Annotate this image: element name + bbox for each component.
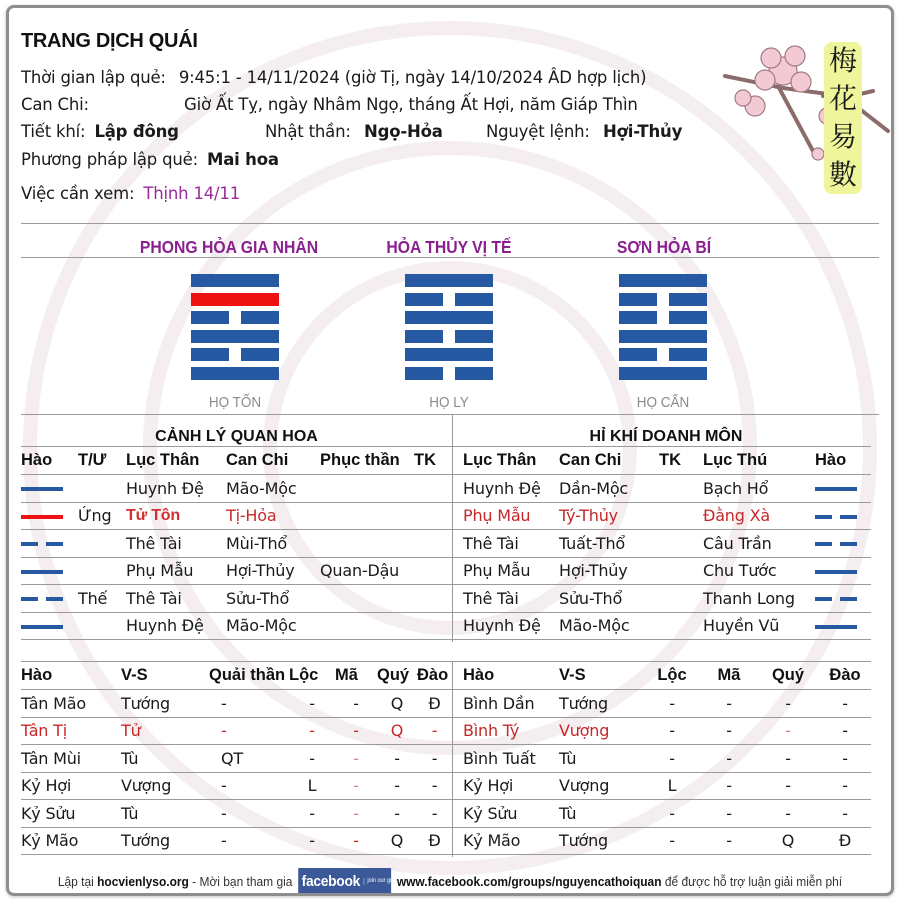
col-header: Can Chi xyxy=(226,447,320,475)
table-row xyxy=(453,612,871,640)
yang-line xyxy=(191,330,279,343)
time-label: Thời gian lập quẻ: xyxy=(21,68,166,87)
canchi-row xyxy=(21,95,638,114)
tk-cell xyxy=(414,612,452,640)
phuc-than-cell xyxy=(320,585,414,613)
phuc-than-cell xyxy=(320,530,414,558)
yin-line-icon xyxy=(21,542,63,546)
luc-thu-cell: Thanh Long xyxy=(703,585,815,613)
page-title: TRANG DỊCH QUÁI xyxy=(21,30,198,52)
quy-cell: Q xyxy=(757,827,819,855)
logo-char: 數 xyxy=(828,158,857,191)
hexagram-name-changed: SƠN HỎA BÍ xyxy=(616,237,712,257)
vs-cell: Vượng xyxy=(121,772,209,800)
loc-cell: - xyxy=(289,800,335,828)
yin-line xyxy=(405,293,493,306)
left-hexagram-title: CẢNH LÝ QUAN HOA xyxy=(155,428,318,445)
vs-cell: Tướng xyxy=(559,827,643,855)
table-header-row xyxy=(21,662,452,690)
ma-cell: - xyxy=(701,772,757,800)
method-value: Mai hoa xyxy=(207,150,279,169)
yang-line xyxy=(191,274,279,287)
dao-cell: - xyxy=(417,800,452,828)
luc-thu-cell: Bạch Hổ xyxy=(703,475,815,503)
luc-than-cell: Thê Tài xyxy=(453,530,559,558)
quy-cell: Q xyxy=(377,827,417,855)
can-chi-cell: Hợi-Thủy xyxy=(226,557,320,585)
luc-than-cell: Huynh Đệ xyxy=(453,475,559,503)
tk-cell xyxy=(659,557,703,585)
ma-cell: - xyxy=(701,745,757,773)
phuc-than-cell xyxy=(320,475,414,503)
luc-thu-cell: Đằng Xà xyxy=(703,502,815,530)
luc-than-cell: Phụ Mẫu xyxy=(453,502,559,530)
col-header: Đào xyxy=(819,662,871,690)
dao-cell: Đ xyxy=(417,827,452,855)
quai-than-cell: - xyxy=(209,717,289,745)
col-header: Quý xyxy=(377,662,417,690)
logo-char: 花 xyxy=(828,82,857,115)
moving-yang-line-icon xyxy=(21,515,63,519)
nguyetlenh-value: Hợi-Thủy xyxy=(603,122,683,141)
footer-middle: - Mời bạn tham gia xyxy=(192,873,293,889)
luc-than-cell: Huynh Đệ xyxy=(126,612,226,640)
hao-cell: Kỷ Mão xyxy=(21,827,121,855)
logo-char: 梅 xyxy=(828,44,857,77)
ma-cell: - xyxy=(335,772,377,800)
hexagram-changed xyxy=(619,274,707,386)
table-row xyxy=(453,717,871,745)
tk-cell xyxy=(414,557,452,585)
table-row xyxy=(21,585,452,613)
loc-cell: - xyxy=(643,745,701,773)
col-header: Lục Thân xyxy=(126,447,226,475)
vs-cell: Tù xyxy=(121,745,209,773)
facebook-group-link[interactable]: www.facebook.com/groups/nguyencathoiquan xyxy=(396,873,662,889)
loc-cell: - xyxy=(289,745,335,773)
yin-line-icon xyxy=(815,597,857,601)
col-header: Can Chi xyxy=(559,447,659,475)
table-row xyxy=(21,772,452,800)
ma-cell: - xyxy=(335,800,377,828)
yang-line xyxy=(619,274,707,287)
quai-than-cell: - xyxy=(209,800,289,828)
table-header-row xyxy=(453,447,871,475)
col-header: Hào xyxy=(815,447,871,475)
can-chi-cell: Tuất-Thổ xyxy=(559,530,659,558)
canchi-label: Can Chi: xyxy=(21,95,89,114)
dao-cell: - xyxy=(417,745,452,773)
col-header: V-S xyxy=(559,662,643,690)
phuc-than-cell xyxy=(320,502,414,530)
yin-line-icon xyxy=(21,597,63,601)
tietkhi-row xyxy=(21,122,721,141)
yang-line-icon xyxy=(815,625,857,629)
right-stars-table xyxy=(453,661,871,855)
quy-cell: Q xyxy=(377,717,417,745)
yang-line xyxy=(405,274,493,287)
hao-cell: Tân Tị xyxy=(21,717,121,745)
hexagram-mutual xyxy=(405,274,493,386)
col-header: Hào xyxy=(21,662,121,690)
moving-yang-line xyxy=(191,293,279,306)
yang-line xyxy=(405,348,493,361)
table-row xyxy=(453,475,871,503)
dao-cell: - xyxy=(819,772,871,800)
can-chi-cell: Tý-Thủy xyxy=(559,502,659,530)
luc-than-cell: Thê Tài xyxy=(453,585,559,613)
table-row xyxy=(21,502,452,530)
vs-cell: Tử xyxy=(121,717,209,745)
vs-cell: Tù xyxy=(559,800,643,828)
vs-cell: Tù xyxy=(121,800,209,828)
loc-cell: - xyxy=(643,827,701,855)
can-chi-cell: Mão-Mộc xyxy=(226,475,320,503)
hao-cell: Kỷ Hợi xyxy=(453,772,559,800)
the-ung-cell xyxy=(78,612,126,640)
hao-cell: Tân Mão xyxy=(21,690,121,718)
vs-cell: Tướng xyxy=(559,690,643,718)
ma-cell: - xyxy=(701,717,757,745)
quy-cell: - xyxy=(757,745,819,773)
the-ung-cell xyxy=(78,475,126,503)
plum-blossom-logo xyxy=(723,36,893,201)
divider xyxy=(21,223,879,224)
yin-line xyxy=(191,348,279,361)
left-lines-table xyxy=(21,446,452,640)
col-header: Lục Thú xyxy=(703,447,815,475)
tk-cell xyxy=(414,530,452,558)
yang-line-icon xyxy=(21,570,63,574)
tk-cell xyxy=(414,475,452,503)
quy-cell: - xyxy=(377,745,417,773)
can-chi-cell: Mùi-Thổ xyxy=(226,530,320,558)
loc-cell: - xyxy=(643,800,701,828)
hexagram-name-mutual: HỎA THỦY VỊ TẾ xyxy=(386,237,512,257)
tk-cell xyxy=(659,502,703,530)
logo-char: 易 xyxy=(828,120,857,153)
ma-cell: - xyxy=(701,800,757,828)
table-row xyxy=(453,772,871,800)
luc-than-cell: Thê Tài xyxy=(126,585,226,613)
can-chi-cell: Hợi-Thủy xyxy=(559,557,659,585)
dao-cell: - xyxy=(417,717,452,745)
luc-thu-cell: Huyền Vũ xyxy=(703,612,815,640)
hexagram-family-changed: HỌ CẤN xyxy=(636,394,690,411)
luc-than-cell: Thê Tài xyxy=(126,530,226,558)
yang-line xyxy=(191,367,279,380)
yang-line xyxy=(619,367,707,380)
table-row xyxy=(21,475,452,503)
table-row xyxy=(453,745,871,773)
hao-cell: Kỷ Hợi xyxy=(21,772,121,800)
ma-cell: - xyxy=(701,690,757,718)
hexagram-main xyxy=(191,274,279,386)
yang-line-icon xyxy=(21,625,63,629)
yang-line xyxy=(405,311,493,324)
tk-cell xyxy=(414,502,452,530)
vs-cell: Tù xyxy=(559,745,643,773)
col-header: T/Ư xyxy=(78,447,126,475)
hao-cell: Bình Tuất xyxy=(453,745,559,773)
table-row xyxy=(21,530,452,558)
yin-line xyxy=(191,311,279,324)
col-header: TK xyxy=(659,447,703,475)
yang-line-icon xyxy=(815,487,857,491)
col-header: Phục thần xyxy=(320,447,414,475)
table-row xyxy=(21,557,452,585)
the-ung-cell xyxy=(78,557,126,585)
col-header: Quải thần xyxy=(209,662,289,690)
hexagram-family-main: HỌ TỐN xyxy=(208,394,262,411)
dao-cell: - xyxy=(819,800,871,828)
method-row xyxy=(21,150,279,169)
col-header: Mã xyxy=(335,662,377,690)
vs-cell: Tướng xyxy=(121,690,209,718)
yang-line-icon xyxy=(815,570,857,574)
yin-line xyxy=(405,330,493,343)
dao-cell: - xyxy=(417,772,452,800)
canchi-value: Giờ Ất Tỵ, ngày Nhâm Ngọ, tháng Ất Hợi, năm Giáp Thìn xyxy=(184,95,638,114)
col-header: TK xyxy=(414,447,452,475)
table-row xyxy=(453,557,871,585)
nhatthan-value: Ngọ-Hỏa xyxy=(364,122,443,141)
table-row xyxy=(453,585,871,613)
time-value: 9:45:1 - 14/11/2024 (giờ Tị, ngày 14/10/2024 ÂD hợp lịch) xyxy=(178,68,647,87)
loc-cell: L xyxy=(289,772,335,800)
tk-cell xyxy=(414,585,452,613)
yin-line xyxy=(619,348,707,361)
quy-cell: - xyxy=(757,772,819,800)
ma-cell: - xyxy=(701,827,757,855)
hao-cell: Kỷ Sửu xyxy=(453,800,559,828)
table-row xyxy=(21,827,452,855)
yin-line xyxy=(619,293,707,306)
can-chi-cell: Tị-Hỏa xyxy=(226,502,320,530)
yin-line xyxy=(405,367,493,380)
loc-cell: - xyxy=(289,717,335,745)
loc-cell: - xyxy=(289,827,335,855)
col-header: Lộc xyxy=(289,662,335,690)
hao-cell: Kỷ Sửu xyxy=(21,800,121,828)
right-hexagram-title: HỈ KHÍ DOANH MÔN xyxy=(589,428,743,445)
dao-cell: - xyxy=(819,717,871,745)
col-header: Quý xyxy=(757,662,819,690)
table-row xyxy=(21,745,452,773)
facebook-join-button[interactable] xyxy=(298,868,406,894)
table-row xyxy=(453,800,871,828)
col-header: Hào xyxy=(21,447,78,475)
table-header-row xyxy=(21,447,452,475)
phuc-than-cell: Quan-Dậu xyxy=(320,557,414,585)
luc-than-cell: Phụ Mẫu xyxy=(453,557,559,585)
table-row xyxy=(21,612,452,640)
ma-cell: - xyxy=(335,745,377,773)
quy-cell: - xyxy=(757,690,819,718)
table-row xyxy=(453,502,871,530)
divider xyxy=(21,414,879,415)
vs-cell: Vượng xyxy=(559,772,643,800)
left-stars-table xyxy=(21,661,452,855)
col-header: V-S xyxy=(121,662,209,690)
yang-line-icon xyxy=(21,487,63,491)
quy-cell: - xyxy=(757,800,819,828)
luc-thu-cell: Câu Trần xyxy=(703,530,815,558)
facebook-logo: facebook xyxy=(301,872,361,890)
yin-line xyxy=(619,311,707,324)
can-chi-cell: Sửu-Thổ xyxy=(226,585,320,613)
loc-cell: - xyxy=(289,690,335,718)
ma-cell: - xyxy=(335,827,377,855)
quy-cell: - xyxy=(377,800,417,828)
phuc-than-cell xyxy=(320,612,414,640)
the-ung-cell xyxy=(78,530,126,558)
loc-cell: - xyxy=(643,690,701,718)
hexagram-family-mutual: HỌ LY xyxy=(429,394,469,411)
quai-than-cell: - xyxy=(209,690,289,718)
tk-cell xyxy=(659,612,703,640)
right-lines-table xyxy=(453,446,871,640)
time-row xyxy=(21,68,646,87)
the-ung-cell: Thế xyxy=(78,585,126,613)
luc-than-cell: Phụ Mẫu xyxy=(126,557,226,585)
dao-cell: Đ xyxy=(417,690,452,718)
can-chi-cell: Mão-Mộc xyxy=(559,612,659,640)
mai-hoa-dich-so-logo-text xyxy=(824,42,862,194)
quai-than-cell: QT xyxy=(209,745,289,773)
footer-suffix: để được hỗ trợ luận giải miễn phí xyxy=(664,873,843,889)
table-row xyxy=(21,800,452,828)
quai-than-cell: - xyxy=(209,772,289,800)
loc-cell: - xyxy=(643,717,701,745)
table-row xyxy=(453,827,871,855)
footer xyxy=(44,866,855,896)
report-frame xyxy=(6,5,894,896)
can-chi-cell: Sửu-Thổ xyxy=(559,585,659,613)
col-header: Lộc xyxy=(643,662,701,690)
luc-thu-cell: Chu Tước xyxy=(703,557,815,585)
ma-cell: - xyxy=(335,690,377,718)
dao-cell: Đ xyxy=(819,827,871,855)
hexagram-name-main: PHONG HỎA GIA NHÂN xyxy=(139,237,319,257)
quai-than-cell: - xyxy=(209,827,289,855)
can-chi-cell: Dần-Mộc xyxy=(559,475,659,503)
can-chi-cell: Mão-Mộc xyxy=(226,612,320,640)
vs-cell: Vượng xyxy=(559,717,643,745)
luc-than-cell: Huynh Đệ xyxy=(453,612,559,640)
hao-cell: Bình Tý xyxy=(453,717,559,745)
method-label: Phương pháp lập quẻ: xyxy=(21,150,198,169)
luc-than-cell: Tử Tôn xyxy=(126,502,226,530)
quy-cell: Q xyxy=(377,690,417,718)
hao-cell: Kỷ Mão xyxy=(453,827,559,855)
col-header: Hào xyxy=(453,662,559,690)
join-group-text: join our group » xyxy=(364,878,388,885)
yang-line xyxy=(619,330,707,343)
dao-cell: - xyxy=(819,690,871,718)
col-header: Đào xyxy=(417,662,452,690)
the-ung-cell: Ứng xyxy=(78,502,126,530)
dao-cell: - xyxy=(819,745,871,773)
quy-cell: - xyxy=(377,772,417,800)
tk-cell xyxy=(659,475,703,503)
table-row xyxy=(453,530,871,558)
luc-than-cell: Huynh Đệ xyxy=(126,475,226,503)
table-header-row xyxy=(453,662,871,690)
table-row xyxy=(21,690,452,718)
table-row xyxy=(453,690,871,718)
question-value: Thịnh 14/11 xyxy=(143,184,240,203)
tietkhi-value: Lập đông xyxy=(94,122,179,141)
nhatthan-label: Nhật thần: xyxy=(265,122,351,141)
nguyetlenh-label: Nguyệt lệnh: xyxy=(486,122,590,141)
hao-cell: Bình Dần xyxy=(453,690,559,718)
yin-line-icon xyxy=(815,542,857,546)
table-row xyxy=(21,717,452,745)
col-header: Mã xyxy=(701,662,757,690)
tietkhi-label: Tiết khí: xyxy=(21,122,86,141)
quy-cell: - xyxy=(757,717,819,745)
footer-prefix: Lập tại xyxy=(57,873,94,889)
tk-cell xyxy=(659,530,703,558)
col-header: Lục Thân xyxy=(453,447,559,475)
loc-cell: L xyxy=(643,772,701,800)
question-row xyxy=(21,184,240,203)
ma-cell: - xyxy=(335,717,377,745)
hao-cell: Tân Mùi xyxy=(21,745,121,773)
vs-cell: Tướng xyxy=(121,827,209,855)
question-label: Việc cần xem: xyxy=(21,184,135,203)
tk-cell xyxy=(659,585,703,613)
yin-line-icon xyxy=(815,515,857,519)
site-link[interactable]: hocvienlyso.org xyxy=(97,873,189,889)
